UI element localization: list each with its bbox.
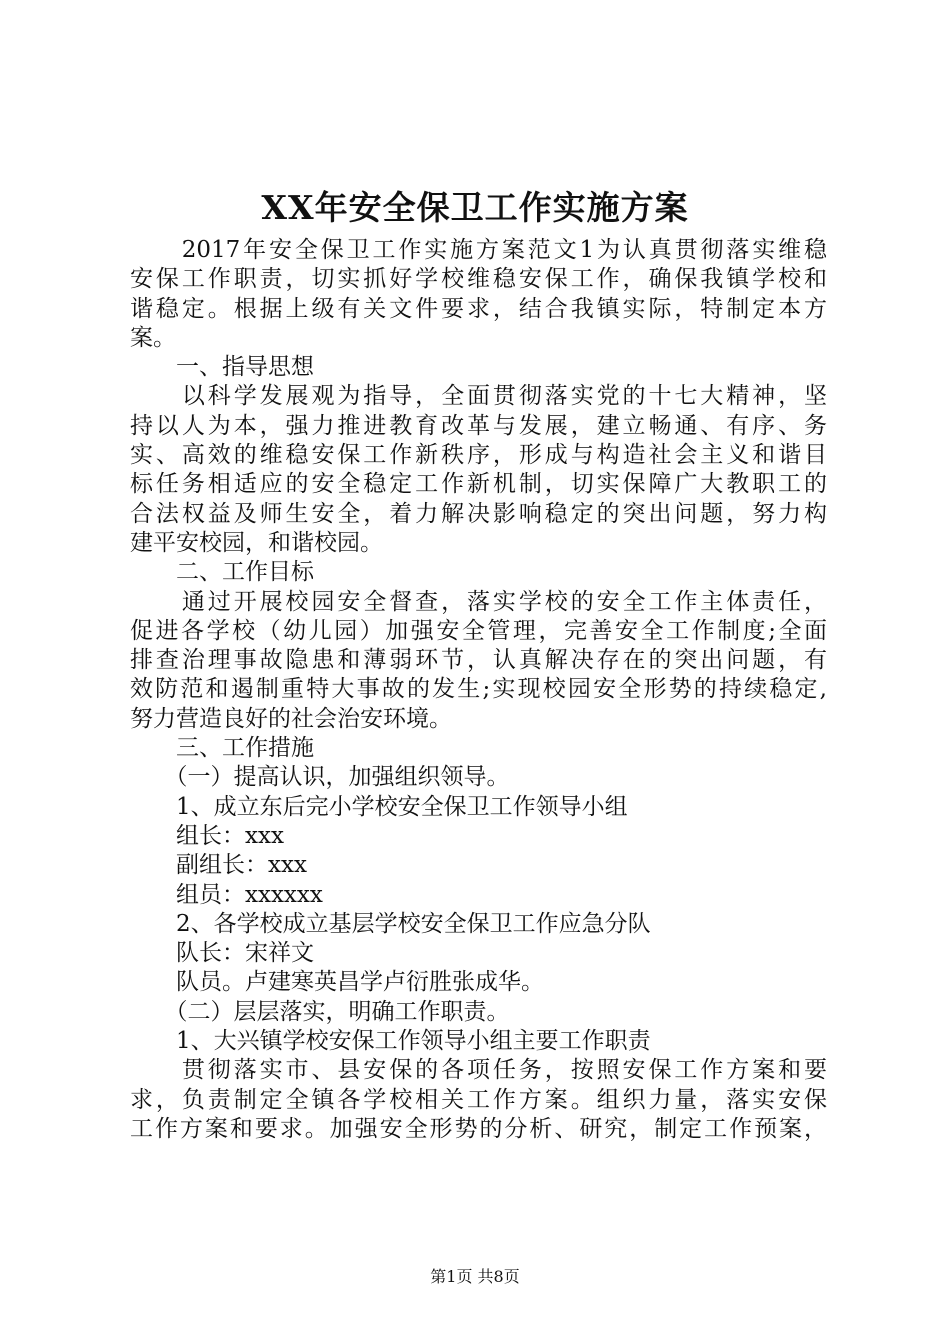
text-line: （一）提高认识，加强组织领导。 [130,764,510,791]
text-line: 1、大兴镇学校安保工作领导小组主要工作职责 [130,1028,651,1055]
text-line: 安保工作职责，切实抓好学校维稳安保工作，确保我镇学校和 [130,266,827,293]
text-line: 1、成立东后完小学校安全保卫工作领导小组 [130,793,628,820]
text-line: （二）层层落实，明确工作职责。 [130,998,510,1025]
text-line: 建平安校园，和谐校园。 [130,529,383,556]
text-line: 组长：xxx [130,822,284,849]
page-footer: 第1页 共8页 [430,1267,520,1286]
text-line: 以科学发展观为指导，全面贯彻落实党的十七大精神，坚 [130,383,827,410]
text-line: 2、各学校成立基层学校安全保卫工作应急分队 [130,910,651,937]
text-line: 队长：宋祥文 [130,940,314,967]
text-line: 副组长：xxx [130,852,307,879]
text-line: 二、工作目标 [130,559,314,586]
text-line: 案。 [130,324,176,351]
text-line: 效防范和遏制重特大事故的发生;实现校园安全形势的持续稳定, [130,676,827,703]
text-line: 排查治理事故隐患和薄弱环节，认真解决存在的突出问题，有 [130,647,827,674]
text-line: 2017年安全保卫工作实施方案范文1为认真贯彻落实维稳 [130,237,827,263]
text-line: 三、工作措施 [130,735,314,762]
text-line: 队员。卢建寒英昌学卢衍胜张成华。 [130,969,544,996]
text-line: 求，负责制定全镇各学校相关工作方案。组织力量，落实安保 [130,1086,827,1113]
text-line: 持以人为本，强力推进教育改革与发展，建立畅通、有序、务 [130,412,827,439]
text-line: 实、高效的维稳安保工作新秩序，形成与构造社会主义和谐目 [130,442,827,469]
text-line: 标任务相适应的安全稳定工作新机制，切实保障广大教职工的 [130,471,827,498]
text-line: 合法权益及师生安全，着力解决影响稳定的突出问题，努力构 [130,500,827,527]
document-title: XX年安全保卫工作实施方案 [261,188,689,227]
text-line: 谐稳定。根据上级有关文件要求，结合我镇实际，特制定本方 [130,295,827,322]
document-body [130,236,827,1144]
text-line: 促进各学校（幼儿园）加强安全管理，完善安全工作制度;全面 [130,617,827,644]
text-line: 通过开展校园安全督查，落实学校的安全工作主体责任， [130,588,827,615]
text-line: 工作方案和要求。加强安全形势的分析、研究，制定工作预案， [130,1115,827,1142]
text-line: 努力营造良好的社会治安环境。 [130,705,452,732]
text-line: 贯彻落实市、县安保的各项任务，按照安保工作方案和要 [130,1057,827,1084]
text-line: 一、指导思想 [130,354,314,381]
text-line: 组员：xxxxxx [130,881,323,908]
